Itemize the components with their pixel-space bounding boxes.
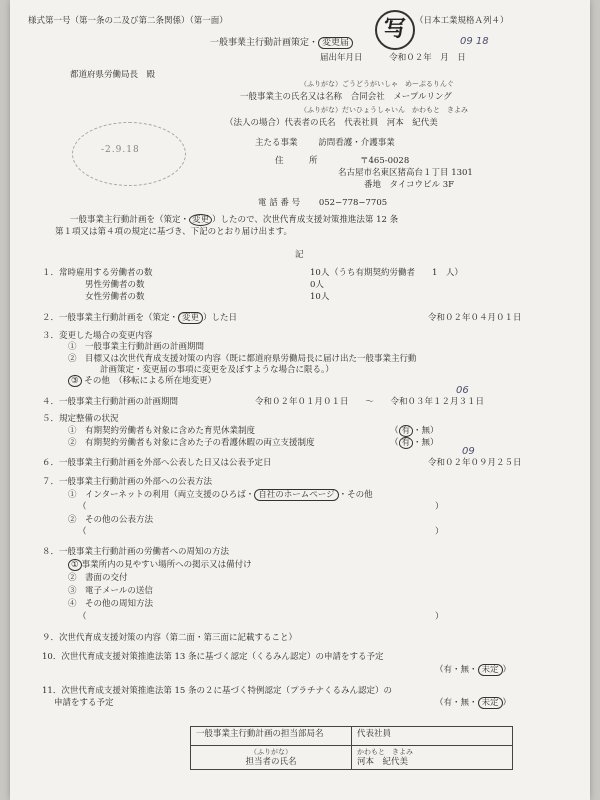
received-stamp: -2.9.18: [72, 122, 186, 186]
item-5-opt2-answer: （ 有 ・無）: [390, 438, 439, 448]
item-4-label: ４．一般事業主行動計画の計画期間: [42, 397, 179, 407]
item-3-opt3: ③ その他 （移転による所在地変更）: [68, 376, 216, 387]
item-8-label: ８．一般事業主行動計画の労働者への周知の方法: [42, 547, 230, 557]
person-label-cell: （ふりがな） 担当者の氏名: [191, 746, 352, 770]
person-value-cell: かわもと きよみ 河本 紀代美: [352, 746, 513, 770]
standard-note: （日本工業規格Ａ列４）: [415, 16, 509, 26]
item-3-opt1: ① 一般事業主行動計画の計画期間: [68, 342, 205, 352]
item-10-label: 10．次世代育成支援対策推進法第 13 条に基づく認定（くるみん認定）の申請をする予定: [42, 652, 384, 662]
addressee: 都道府県労働局長 殿: [70, 70, 156, 80]
item-8-opt2: ② 書面の交付: [68, 573, 128, 583]
item-4-period: 令和０２年０１月０１日 〜 令和０３年１２月３１日: [255, 397, 484, 407]
address-label: 住 所: [275, 156, 318, 166]
item-1-male-label: 男性労働者の数: [85, 280, 145, 290]
ki-heading: 記: [295, 250, 304, 260]
intro-line-2: 第１項又は第４項の規定に基づき、下記のとおり届け出ます。: [55, 227, 292, 237]
item-8-opt3: ③ 電子メールの送信: [68, 586, 153, 596]
item-1-label: １．常時雇用する労働者の数: [42, 268, 153, 278]
item-5-opt1: ① 有期契約労働者も対象に含めた育児休業制度: [68, 426, 256, 436]
item-6-label: ６．一般事業主行動計画を外部へ公表した日又は公表予定日: [42, 458, 272, 468]
submission-date: 届出年月日 令和０２年 月 日: [320, 53, 466, 63]
item-9-label: ９．次世代育成支援対策の内容（第二面・第三面に記載すること）: [42, 633, 298, 643]
company-name-row: 一般事業主の氏名又は名称 合同会社 メープルリング: [240, 92, 452, 102]
address-line-1: 名古屋市名東区猪高台１丁目 1301: [338, 168, 473, 178]
item-8-paren: （ ）: [78, 612, 444, 622]
dept-label: 一般事業主行動計画の担当部局名: [191, 727, 352, 746]
item-6-date: 令和０２年０９月２５日: [428, 458, 522, 468]
contact-table: [190, 726, 513, 770]
item-8-opt4: ④ その他の周知方法: [68, 599, 154, 609]
item-2-label: ２．一般事業主行動計画を（策定・ 変更 ）した日: [42, 313, 238, 323]
item-3-opt2-cont: 計画策定・変更届の事項に変更を及ぼすような場合に限る。）: [100, 365, 334, 375]
item-7-opt1: ① インターネットの利用（両立支援のひろば・ 自社のホームページ ・その他: [68, 490, 373, 500]
item-1-total: 10人: [310, 268, 330, 278]
business-row: 主たる事業 訪問看護・介護事業: [255, 138, 395, 148]
document-title: 一般事業主行動計画策定・ 変更届: [210, 38, 353, 49]
dept-value: 代表社員: [352, 727, 513, 746]
item-10-answer: （有・無・ 未定 ）: [435, 665, 512, 675]
item-11-label: 11．次世代育成支援対策推進法第 15 条の２に基づく特例認定（プラチナくるみん認定）の: [42, 686, 393, 696]
company-furigana: （ふりがな）ごうどうがいしゃ めーぷるりんぐ: [300, 80, 454, 88]
postal-code: 〒465-0028: [360, 156, 410, 166]
item-7-paren-2: （ ）: [78, 527, 444, 537]
item-2-date: 令和０２年０４月０１日: [428, 313, 522, 323]
phone-row: 電 話 番 号 052−778−7705: [258, 198, 388, 208]
representative-furigana: （ふりがな）だいひょうしゃいん かわもと きよみ: [300, 106, 468, 114]
copy-stamp: 写: [375, 10, 415, 50]
form-number: 様式第一号（第一条の二及び第二条関係）（第一面）: [28, 16, 228, 26]
handwritten-date: 09 18: [460, 36, 489, 47]
document-page: [10, 0, 590, 800]
item-1-female-value: 10人: [310, 292, 330, 302]
item-8-opt1: ① 事業所内の見やすい場所への掲示又は備付け: [68, 560, 252, 571]
item-1-female-label: 女性労働者の数: [85, 292, 145, 302]
item-11-answer: （有・無・ 未定 ）: [435, 698, 512, 708]
representative-row: （法人の場合）代表者の氏名 代表社員 河本 紀代美: [225, 118, 438, 128]
address-line-2: 番地 タイコウビル 3F: [364, 180, 454, 190]
item-5-label: ５．規定整備の状況: [42, 414, 119, 424]
item-11-label-cont: 申請をする予定: [54, 698, 114, 708]
item-5-opt1-answer: （ 有 ・無）: [390, 426, 439, 436]
item-7-paren-1: （ ）: [78, 502, 444, 512]
item-6-handwritten: 09: [462, 446, 475, 457]
item-7-opt2: ② その他の公表方法: [68, 515, 154, 525]
item-3-opt2: ② 目標又は次世代育成支援対策の内容（既に都道府県労働局長に届け出た一般事業主行動: [68, 354, 417, 364]
item-1-contract: （うち有期契約労働者 1 人）: [330, 268, 463, 278]
intro-line-1: 一般事業主行動計画を（策定・ 変更 ）したので、次世代育成支援対策推進法第 12 条: [70, 215, 399, 225]
item-4-handwritten: 06: [456, 385, 469, 396]
item-1-male-value: 0人: [310, 280, 324, 290]
item-3-label: ３．変更した場合の変更内容: [42, 331, 153, 341]
item-5-opt2: ② 有期契約労働者も対象に含めた子の看護休暇の両立支援制度: [68, 438, 315, 448]
item-7-label: ７．一般事業主行動計画の外部への公表方法: [42, 477, 213, 487]
